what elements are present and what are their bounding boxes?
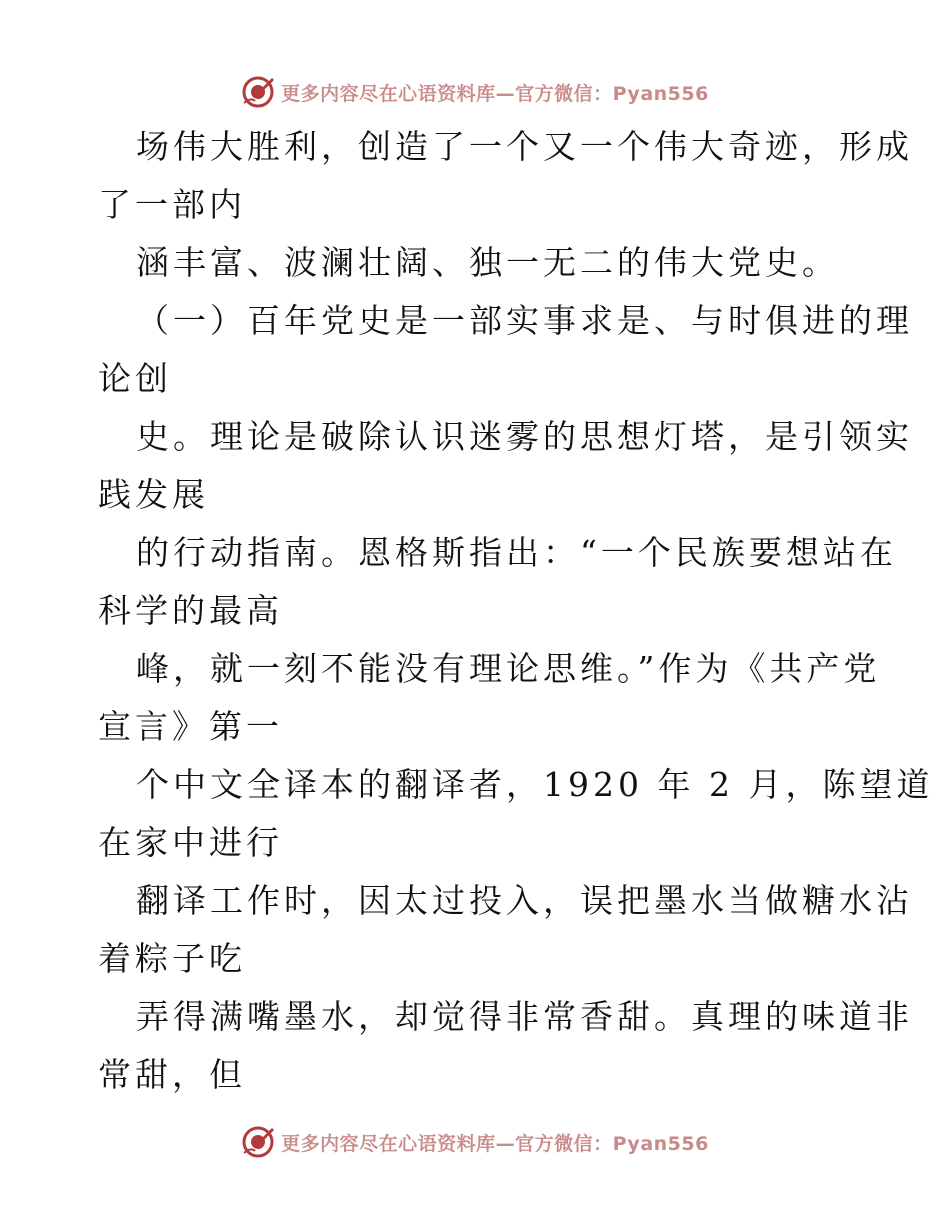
body-line: 弄得满嘴墨水，却觉得非常香甜。真理的味道非 [136, 997, 913, 1036]
body-line: 翻译工作时，因太过投入，误把墨水当做糖水沾 [136, 881, 913, 920]
body-line: 着粽子吃 [98, 939, 246, 978]
body-line: 宣言》第一 [98, 707, 283, 746]
body-line: 在家中进行 [98, 823, 283, 862]
document-body [98, 118, 934, 1104]
body-line: 践发展 [98, 475, 209, 514]
body-line: 的行动指南。恩格斯指出：“一个民族要想站在 [136, 533, 897, 572]
header-banner [0, 72, 950, 112]
body-line: 涵丰富、波澜壮阔、独一无二的伟大党史。 [136, 243, 839, 282]
body-line: 了一部内 [98, 185, 246, 224]
body-line: 峰，就一刻不能没有理论思维。”作为《共产党 [136, 649, 881, 688]
body-line: 史。理论是破除认识迷雾的思想灯塔，是引领实 [136, 417, 913, 456]
body-line: 论创 [98, 359, 172, 398]
body-line: 场伟大胜利，创造了一个又一个伟大奇迹，形成 [136, 127, 913, 166]
footer-banner [0, 1122, 950, 1162]
footer-banner-text: 更多内容尽在心语资料库—官方微信：Pyan556 [281, 1132, 709, 1155]
red-pen-logo-icon [241, 75, 275, 109]
red-pen-logo-icon [241, 1125, 275, 1159]
body-line: 常甜，但 [98, 1055, 246, 1094]
header-banner-text: 更多内容尽在心语资料库—官方微信：Pyan556 [281, 82, 709, 105]
body-line: （一）百年党史是一部实事求是、与时俱进的理 [136, 301, 913, 340]
body-line: 个中文全译本的翻译者，1920 年 2 月，陈望道 [136, 765, 934, 804]
body-line: 科学的最高 [98, 591, 283, 630]
